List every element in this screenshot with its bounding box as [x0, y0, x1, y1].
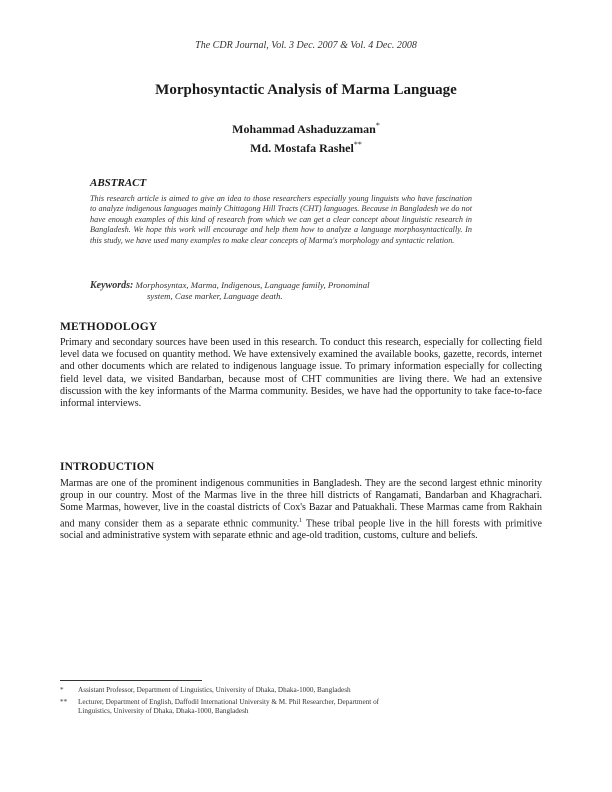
footnote-ref-1: 1 [299, 517, 303, 524]
author-2-mark: ** [353, 140, 362, 149]
introduction-heading: INTRODUCTION [60, 461, 155, 473]
article-title: Morphosyntactic Analysis of Marma Language [155, 82, 457, 98]
abstract-text: This research article is aimed to give an idea to those researchers especially young linguists who have fascination to analyze indigenous languages mainly Chittagong Hill Tracts (CHT) languages. Because in Bangladesh we do not have enough examples of this kind of research from which we can get a clear concept about linguistic research in Bangladesh. We hope this work will encourage and help them how to analyze a language morphosyntactically. In this study, we have used many examples to make clear concepts of Marma's morphology and syntactic relation. [90, 194, 472, 245]
footnote-2-mark: ** [60, 698, 68, 706]
keywords-label: Keywords: [90, 280, 134, 291]
running-head: The CDR Journal, Vol. 3 Dec. 2007 & Vol. 4 Dec. 2008 [195, 40, 417, 51]
abstract-heading: ABSTRACT [90, 177, 147, 189]
footnote-2-line-1: Lecturer, Department of English, Daffodil International University & M. Phil Researcher, Department of [78, 698, 380, 706]
author-block [0, 118, 612, 156]
author-1-mark: * [375, 121, 380, 130]
footnote-2-line-2: Linguistics, University of Dhaka, Dhaka-1000, Bangladesh [78, 707, 249, 716]
author-2 [0, 137, 612, 156]
author-2-name: Md. Mostafa Rashel [250, 141, 354, 155]
introduction-text-part-1: Marmas are one of the prominent indigenous communities in Bangladesh. They are the second largest ethnic minority group in our country. Most of the Marmas live in the three hill districts of Rangamati, Bandarban and Khagrachari. Some Marmas, however, live in the coastal districts of Cox's Bazar and Patuakhali. These Marmas came from Rakhain and many consider them as a separate ethnic community. [60, 478, 542, 529]
footnote-2 [60, 698, 530, 716]
footnote-1 [60, 686, 530, 695]
footnote-1-mark: * [60, 686, 64, 694]
footnote-divider [60, 680, 202, 681]
keywords-line-2: system, Case marker, Language death. [147, 291, 283, 301]
keywords-block [90, 280, 476, 302]
introduction-text-part-2: These tribal people live in the hill forests with primitive social and administrative system with separate ethnic and age-old tradition, customs, culture and beliefs. [60, 517, 542, 542]
author-1-name: Mohammad Ashaduzzaman [232, 122, 376, 136]
methodology-heading: METHODOLOGY [60, 321, 158, 333]
keywords-line-1: Morphosyntax, Marma, Indigenous, Language family, Pronominal [135, 280, 370, 290]
methodology-text: Primary and secondary sources have been used in this research. To conduct this research, especially for collecting field level data we focused on quantity method. We have extensively examined the available books, gazette, records, internet and other documents which are related to indigenous language issue. To primary information especially for collecting field level data, we visited Bandarban, because most of CHT communities are living there. We had an extensive discussion with the key informants of the Marma community. Besides, we have had the opportunity to take face-to-face informal interviews. [60, 337, 542, 410]
author-1 [0, 118, 612, 137]
footnote-1-text: Assistant Professor, Department of Linguistics, University of Dhaka, Dhaka-1000, Bangladesh [78, 686, 351, 694]
introduction-text [60, 478, 542, 542]
